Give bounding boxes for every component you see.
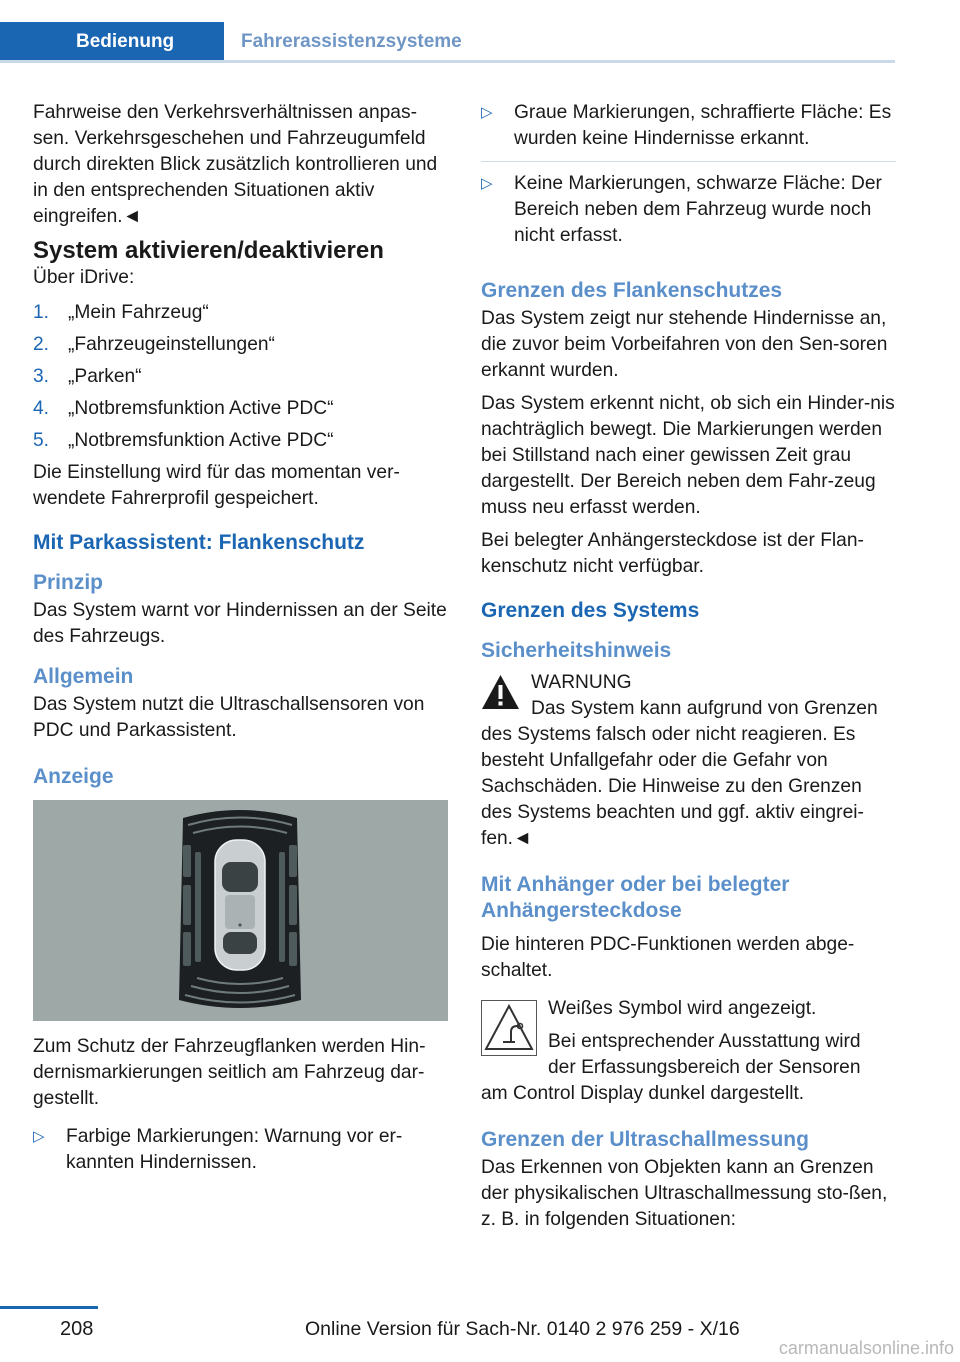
section-tab-fahrerassistenzsysteme: Fahrerassistenzsysteme — [241, 31, 462, 52]
list-item: 2. „Fahrzeugeinstellungen“ — [33, 334, 275, 355]
steps-list — [33, 300, 448, 454]
list-item: ▷ Keine Markierungen, schwarze Fläche: Der Bereich neben dem Fahrzeug wurde noch nicht erfasst. — [481, 173, 882, 246]
heading-activate: System aktivieren/deaktivieren — [33, 237, 384, 264]
flank-limits-p1: Das System zeigt nur stehende Hindernisse an, die zuvor beim Vorbeifahren von den Sen-soren erkannt wurden. — [481, 308, 888, 381]
trailer-symbol-text: Weißes Symbol wird angezeigt. — [548, 998, 817, 1019]
trailer-p2-rest: am Control Display dunkel dargestellt. — [481, 1083, 805, 1104]
profile-note: Die Einstellung wird für das momentan ver-wendete Fahrerprofil gespeichert. — [33, 462, 400, 509]
display-text: Zum Schutz der Fahrzeugflanken werden Hin-dernismarkierungen seitlich am Fahrzeug dar-gestellt. — [33, 1036, 426, 1109]
heading-principle: Prinzip — [33, 571, 104, 594]
left-column — [33, 100, 448, 1194]
warning-title: WARNUNG — [531, 672, 632, 693]
marker-list-left — [33, 1124, 448, 1185]
right-column — [481, 100, 896, 1240]
watermark: carmanualsonline.info — [778, 1338, 954, 1358]
marker-list-right — [481, 100, 896, 258]
list-item: ▷ Farbige Markierungen: Warnung vor er-kannten Hindernissen. — [33, 1126, 403, 1173]
heading-general: Allgemein — [33, 665, 134, 688]
flank-limits-p3: Bei belegter Anhängersteckdose ist der Flan-kenschutz nicht verfügbar. — [481, 530, 864, 577]
list-item: 5. „Notbremsfunktion Active PDC“ — [33, 430, 334, 451]
warning-block — [481, 670, 896, 852]
list-item: 3. „Parken“ — [33, 366, 142, 387]
list-item: 1. „Mein Fahrzeug“ — [33, 302, 209, 323]
page-header — [0, 22, 895, 62]
triangle-bullet-icon: ▷ — [481, 104, 493, 121]
trailer-p2-line2: der Erfassungsbereich der Sensoren — [548, 1057, 861, 1078]
trailer-p2-line1: Bei entsprechender Ausstattung wird — [548, 1031, 861, 1052]
section-tab-bedienung: Bedienung — [0, 22, 224, 62]
heading-flank-protection: Mit Parkassistent: Flankenschutz — [33, 531, 365, 554]
idrive-label: Über iDrive: — [33, 267, 135, 288]
heading-ultrasonic-limits: Grenzen der Ultraschallmessung — [481, 1128, 809, 1151]
triangle-bullet-icon: ▷ — [33, 1128, 45, 1145]
trailer-symbol-block — [481, 996, 896, 1107]
heading-display: Anzeige — [33, 765, 114, 788]
triangle-bullet-icon: ▷ — [481, 175, 493, 192]
heading-safety: Sicherheitshinweis — [481, 639, 672, 662]
principle-text: Das System warnt vor Hindernissen an der Seite des Fahrzeugs. — [33, 600, 447, 647]
online-version-note: Online Version für Sach-Nr. 0140 2 976 259 - X/16 — [305, 1318, 740, 1340]
flank-protection-display-image — [33, 800, 448, 1021]
heading-system-limits: Grenzen des Systems — [481, 599, 700, 622]
list-item: ▷ Graue Markierungen, schraffierte Fläche: Es wurden keine Hindernisse erkannt. — [481, 100, 896, 162]
heading-flank-limits: Grenzen des Flankenschutzes — [481, 279, 783, 302]
list-item: 4. „Notbremsfunktion Active PDC“ — [33, 398, 334, 419]
warning-text-first-line: Das System kann aufgrund von Grenzen — [531, 698, 878, 719]
trailer-hitch-warning-icon — [481, 1000, 537, 1056]
page-number: 208 — [60, 1318, 94, 1340]
ultrasonic-text: Das Erkennen von Objekten kann an Grenzen der physikalischen Ultraschallmessung sto-ßen, z. B. in folgenden Situationen: — [481, 1157, 888, 1230]
trailer-p1: Die hinteren PDC-Funktionen werden abge-schaltet. — [481, 934, 855, 981]
heading-trailer: Mit Anhänger oder bei belegter Anhängersteckdose — [481, 873, 790, 922]
intro-paragraph: Fahrweise den Verkehrsverhältnissen anpas-sen. Verkehrsgeschehen und Fahrzeugumfeld durch direkten Blick zusätzlich kontrollieren und in den entsprechenden Situationen aktiv eingreifen.◄ — [33, 102, 438, 227]
header-divider — [0, 60, 895, 63]
car-top-view-icon — [33, 800, 448, 1021]
general-text: Das System nutzt die Ultraschallsensoren von PDC und Parkassistent. — [33, 694, 425, 741]
warning-text: des Systems falsch oder nicht reagieren. Es besteht Unfallgefahr oder die Gefahr von Sachschäden. Die Hinweise zu den Grenzen des Systems beachten und ggf. aktiv eingrei-fen.◄ — [481, 724, 864, 849]
warning-triangle-icon — [481, 674, 520, 710]
flank-limits-p2: Das System erkennt nicht, ob sich ein Hinder-nis nachträglich bewegt. Die Markierungen werden bei Stillstand nach einer gewissen Zeit grau dargestellt. Der Bereich neben dem Fahr-zeug muss neu erfasst werden. — [481, 393, 895, 518]
footer-divider — [0, 1306, 98, 1309]
